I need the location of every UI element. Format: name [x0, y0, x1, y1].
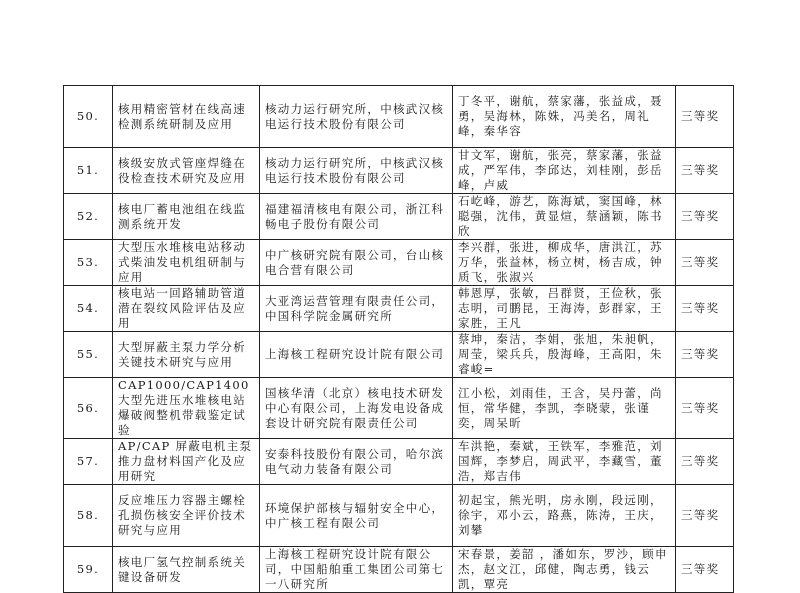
table-row [64, 286, 734, 332]
table-row [64, 547, 734, 593]
completing-people: 石屹峰，游艺，陈海斌，窦国峰，林聪强，沈伟，黄显煊，蔡涵颖，陈书欣 [453, 194, 676, 240]
project-name: 大型屏蔽主泵力学分析关键技术研究与应用 [113, 332, 260, 378]
awards-table [63, 85, 734, 593]
project-name: AP/CAP 屏蔽电机主泵推力盘材料国产化及应用研究 [113, 439, 260, 485]
completing-units: 环境保护部核与辐射安全中心，中广核工程有限公司 [260, 485, 453, 547]
project-name: 反应堆压力容器主螺栓孔损伤核安全评价技术研究与应用 [113, 485, 260, 547]
award-level: 三等奖 [676, 86, 734, 148]
completing-units: 大亚湾运营管理有限责任公司，中国科学院金属研究所 [260, 286, 453, 332]
completing-units: 核动力运行研究所，中核武汉核电运行技术股份有限公司 [260, 148, 453, 194]
completing-people: 韩恩厚，张敏，吕群贤，王俭秋，张志明，司鹏昆，王海涛，彭群家，王家胜，王凡 [453, 286, 676, 332]
row-number: 55. [64, 332, 113, 378]
row-number: 51. [64, 148, 113, 194]
table-row [64, 148, 734, 194]
completing-units: 福建福清核电有限公司，浙江科畅电子股份有限公司 [260, 194, 453, 240]
row-number: 58. [64, 485, 113, 547]
row-number: 59. [64, 547, 113, 593]
award-level: 三等奖 [676, 240, 734, 286]
table-row [64, 86, 734, 148]
row-number: 52. [64, 194, 113, 240]
row-number: 54. [64, 286, 113, 332]
project-name: 核电站一回路辅助管道潜在裂纹风险评估及应用 [113, 286, 260, 332]
completing-units: 上海核工程研究设计院有限公司 [260, 332, 453, 378]
award-level: 三等奖 [676, 286, 734, 332]
completing-people: 宋春景，姜韶 ，潘如东，罗沙，顾申杰，赵文江，邱健，陶志勇，钱云凯，覃亮 [453, 547, 676, 593]
completing-units: 上海核工程研究设计院有限公司，中国船舶重工集团公司第七一八研究所 [260, 547, 453, 593]
completing-units: 核动力运行研究所，中核武汉核电运行技术股份有限公司 [260, 86, 453, 148]
row-number: 57. [64, 439, 113, 485]
completing-people: 蔡坤，秦洁，李娟，张旭，朱昶帆，周莹，梁兵兵，殷海峰，王高阳，朱睿峻= [453, 332, 676, 378]
awards-table-body [64, 86, 734, 593]
row-number: 53. [64, 240, 113, 286]
completing-people: 甘文军，谢航，张亮，蔡家藩，张益成，严军伟，李邱达，刘桂刚，彭岳峰，卢威 [453, 148, 676, 194]
table-row [64, 240, 734, 286]
award-level: 三等奖 [676, 378, 734, 439]
project-name: 核级安放式管座焊缝在役检查技术研究及应用 [113, 148, 260, 194]
award-level: 三等奖 [676, 547, 734, 593]
project-name: 核电厂氢气控制系统关键设备研发 [113, 547, 260, 593]
completing-units: 中广核研究院有限公司，台山核电合营有限公司 [260, 240, 453, 286]
completing-units: 安泰科技股份有限公司，哈尔滨电气动力装备有限公司 [260, 439, 453, 485]
award-level: 三等奖 [676, 194, 734, 240]
completing-people: 丁冬平，谢航，蔡家藩，张益成，聂勇，吴海林，陈姝，冯美名，周礼峰，秦华容 [453, 86, 676, 148]
row-number: 56. [64, 378, 113, 439]
project-name: CAP1000/CAP1400 大型先进压水堆核电站爆破阀整机带载鉴定试验 [113, 378, 260, 439]
award-level: 三等奖 [676, 148, 734, 194]
table-row [64, 194, 734, 240]
table-row [64, 439, 734, 485]
project-name: 大型压水堆核电站移动式柴油发电机组研制与应用 [113, 240, 260, 286]
completing-units: 国核华清（北京）核电技术研发中心有限公司，上海发电设备成套设计研究院有限责任公司 [260, 378, 453, 439]
completing-people: 江小松，刘雨佳，王含，吴丹蕾，尚恒，常华健，李凯，李晓蒙，张谨奕，周呆昕 [453, 378, 676, 439]
award-level: 三等奖 [676, 439, 734, 485]
award-level: 三等奖 [676, 485, 734, 547]
table-row [64, 378, 734, 439]
completing-people: 车洪艳，秦斌，王铁军，李雅范，刘国辉，李梦启，周武平，李藏雪，董浩，郑吉伟 [453, 439, 676, 485]
table-row [64, 485, 734, 547]
completing-people: 李兴群，张进，柳成华，唐洪江，苏万华，张益林，杨立树，杨吉成，钟质飞，张淑兴 [453, 240, 676, 286]
project-name: 核电厂蓄电池组在线监测系统开发 [113, 194, 260, 240]
completing-people: 初起宝，熊光明，房永刚，段远刚，徐宇，邓小云，路燕，陈涛，王庆，刘攀 [453, 485, 676, 547]
project-name: 核用精密管材在线高速检测系统研制及应用 [113, 86, 260, 148]
row-number: 50. [64, 86, 113, 148]
award-level: 三等奖 [676, 332, 734, 378]
table-row [64, 332, 734, 378]
